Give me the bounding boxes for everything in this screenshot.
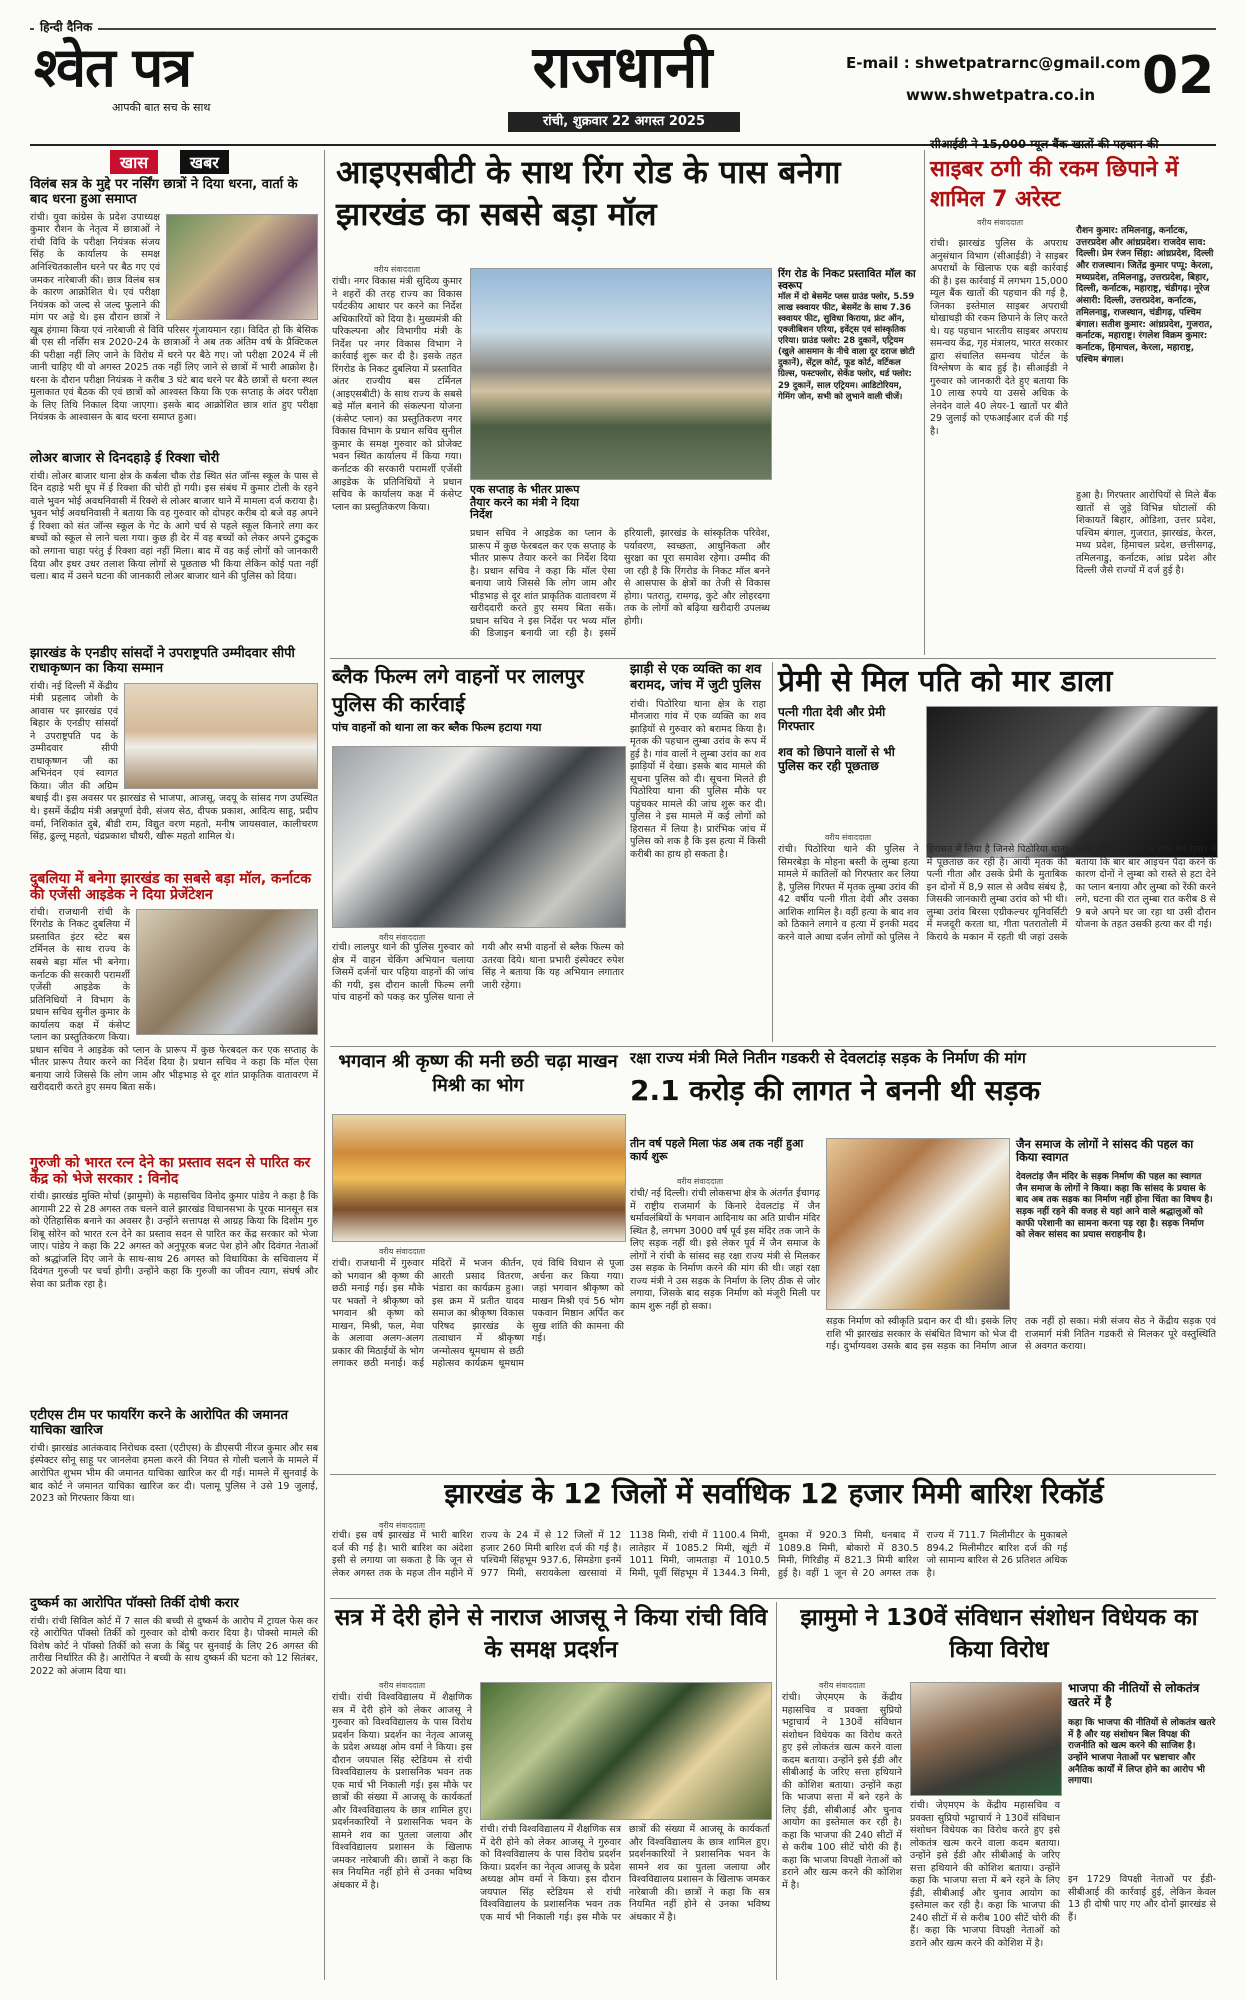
jmm-body: रांची। जेएमएम के केंद्रीय महासचिव व प्रवक्ता सुप्रियो भट्टाचार्य ने 130वें संविधान संशोधन विधेयक का विरोध करते हुए इसे लोकतंत्र खत्म करने वाला कदम बताया। उन्होंने इसे ईडी और सीबीआई के जरिए सत्ता हथियाने की कोशिश बताया। उन्होंने कहा कि भाजपा सत्ता में बने रहने के लिए ईडी, सीबीआई और चुनाव आयोग का इस्तेमाल कर रही है। कहा कि भाजपा की 240 सीटों में से करीब 100 सीटें चोरी की हैं। कहा कि भाजपा विपक्षी नेताओं को डराने और खत्म करने की कोशिश में है।: [782, 1692, 902, 1891]
dateline: रांची, शुक्रवार 22 अगस्त 2025: [508, 112, 740, 132]
masthead-kicker: हिन्दी दैनिक: [34, 18, 98, 35]
black-film-photo: [332, 746, 626, 928]
murder-headline: प्रेमी से मिल पति को मार डाला: [778, 664, 1113, 699]
krishna-headline: भगवान श्री कृष्ण की मनी छठी चढ़ा माखन मिश्री का भोग: [338, 1051, 618, 1097]
body-found-story: [630, 662, 766, 1042]
story-ats-headline: एटीएस टीम पर फायरिंग करने के आरोपित की जमानत याचिका खारिज: [30, 1408, 289, 1438]
rain-body: रांची। इस वर्ष झारखंड में भारी बारिश दर्ज की गई है। भारी बारिश का अंदेशा इसी से लगाया जा सकता है कि जून से लेकर अगस्त तक के महज तीन महीने में राज्य के 24 में से 12 जिलों में 12 हजार 260 मिमी बारिश दर्ज की गई है। पश्चिमी सिंहभूम 937.6, सिमडेगा इनमें 977 मिमी, सरायकेला खरसावां में 1138 मिमी, रांची में 1100.4 मिमी, लातेहार में 1085.2 मिमी, खूंटी में 1011 मिमी, जामताड़ा में 1010.5 मिमी, पूर्वी सिंहभूम में 1344.3 मिमी, दुमका में 920.3 मिमी, धनबाद में 1089.8 मिमी, बोकारो में 830.5 मिमी, गिरिडीह में 821.3 मिमी बारिश हुई है। वहीं 1 जून से 20 अगस्त तक राज्य में 711.7 मिलीमीटर के मुकाबले 894.2 मिलीमीटर बारिश दर्ज की गई जो सामान्य बारिश से 26 प्रतिशत अधिक है।: [332, 1530, 1068, 1579]
ajsu-body-2: रांची। रांची विश्वविद्यालय में शैक्षणिक सत्र में देरी होने को लेकर आजसू ने गुरुवार को विश्वविद्यालय के पास विरोध प्रदर्शन किया। प्रदर्शन का नेतृत्व आजसू के प्रदेश अध्यक्ष ओम वर्मा ने किया। इस दौरान जयपाल सिंह स्टेडियम से रांची विश्वविद्यालय के प्रशासनिक भवन तक एक मार्च भी निकाली गई। इस मौके पर छात्रों की संख्या में आजसू के कार्यकर्ता और विश्वविद्यालय के छात्र शामिल हुए। प्रदर्शनकारियों ने प्रशासनिक भवन के सामने शव का पुतला जलाया और विश्वविद्यालय प्रशासन के खिलाफ जमकर नारेबाजी की। छात्रों ने कहा कि सत्र नियमित नहीं होने से उनका भविष्य अंधकार में है।: [480, 1824, 770, 1923]
cyber-byline: वरीय संवाददाता: [976, 217, 1024, 227]
ajsu-story: [332, 1602, 770, 1980]
black-film-story: [332, 662, 624, 1042]
story-nursing-headline: विलंब सत्र के मुद्दे पर नर्सिंग छात्रों ने दिया धरना, वार्ता के बाद धरना हुआ समाप्त: [30, 177, 298, 207]
cyber-accused-list: रौशन कुमार: तमिलनाडु, कर्नाटक, उत्तरप्रदेश और आंध्रप्रदेश। राजदेव साव: दिल्ली। प्रेम रंजन सिंहा: आंध्रप्रदेश, दिल्ली और राजस्थान। जितेंद्र कुमार पप्पू: केरला, मध्यप्रदेश, तमिलनाडु, उत्तरप्रदेश, बिहार, दिल्ली, कर्नाटक, महाराष्ट्र, चंडीगढ़। नूरेज अंसारी: दिल्ली, उत्तरप्रदेश, कर्नाटक, तमिलनाडु, राजस्थान, चंडीगढ़, पश्चिम बंगाल। सतीश कुमार: आंध्रप्रदेश, गुजरात, कर्नाटक, महाराष्ट्र। रंगलेश विक्रम कुमार: कर्नाटक, हिमाचल, केरला, महाराष्ट्र, पश्चिम बंगाल।: [1076, 226, 1214, 365]
section-title: राजधानी: [532, 33, 713, 101]
black-film-headline: ब्लैक फिल्म लगे वाहनों पर लालपुर पुलिस की कार्रवाई: [332, 664, 585, 716]
road-side-headline: जैन समाज के लोगों ने सांसद की पहल का किया स्वागत: [1016, 1137, 1194, 1165]
lead-story: [332, 150, 920, 655]
rain-byline: वरीय संवाददाता: [378, 1521, 426, 1530]
jmm-body-3: इन 1729 विपक्षी नेताओं पर ईडी-सीबीआई की कार्रवाई हुई, लेकिन केवल 13 ही दोषी पाए गए और दोनों झारखंड से हैं।: [1068, 1874, 1216, 1923]
cyber-headline: साइबर ठगी की रकम छिपाने में शामिल 7 अरेस्ट: [930, 157, 1179, 212]
body-found-headline: झाड़ी से एक व्यक्ति का शव बरामद, जांच में जुटी पुलिस: [630, 662, 762, 694]
murder-byline: वरीय संवाददाता: [824, 833, 872, 842]
khaas-label: खास: [110, 150, 158, 174]
column-divider: [776, 1602, 777, 1980]
lead-byline: वरीय संवाददाता: [373, 265, 421, 274]
cyber-story: [930, 138, 1216, 653]
krishna-byline: वरीय संवाददाता: [378, 1247, 426, 1256]
story-nursing-photo: [166, 214, 318, 320]
ajsu-byline: वरीय संवाददाता: [378, 1681, 426, 1690]
murder-subhead-2: शव को छिपाने वालों से भी पुलिस कर रही पूछताछ: [778, 745, 895, 773]
khabar-label: खबर: [180, 150, 229, 174]
story-nda-photo: [124, 683, 318, 789]
story-nda-body: रांची। नई दिल्ली में केंद्रीय मंत्री प्रहलाद जोशी के आवास पर झारखंड एवं बिहार के एनडीए सांसदों ने उपराष्ट्रपति पद के उम्मीदवार सीपी राधाकृष्णन जी का अभिनंदन एवं स्वागत किया। जीत की अग्रिम बधाई दी। इस अवसर पर झारखंड से भाजपा, आजसू, जदयू के सांसद गण उपस्थित थे। इसमें केंद्रीय मंत्री अन्नपूर्णा देवी, संजय सेठ, दीपक प्रकाश, आदित्य साहू, प्रदीप वर्मा, निशिकांत दुबे, बीडी राम, विद्युत वरण महतो, मनीष जायसवाल, कालीचरण सिंह, ढुल्लू महतो, चंद्रप्रकाश चौधरी, खीरू महतो शामिल थे।: [30, 680, 318, 843]
row-divider: [330, 1598, 1216, 1599]
ajsu-body: रांची। रांची विश्वविद्यालय में शैक्षणिक सत्र में देरी होने को लेकर आजसू ने गुरुवार को विश्वविद्यालय के पास विरोध प्रदर्शन किया। प्रदर्शन का नेतृत्व आजसू के प्रदेश अध्यक्ष ओम वर्मा ने किया। इस दौरान जयपाल सिंह स्टेडियम से रांची विश्वविद्यालय के प्रशासनिक भवन तक एक मार्च भी निकाली गई। इस मौके पर छात्रों की संख्या में आजसू के कार्यकर्ता और विश्वविद्यालय के छात्र शामिल हुए। प्रदर्शनकारियों ने प्रशासनिक भवन के सामने शव का पुतला जलाया और विश्वविद्यालय प्रशासन के खिलाफ जमकर नारेबाजी की। छात्रों ने कहा कि सत्र नियमित नहीं होने से उनका भविष्य अंधकार में है।: [332, 1692, 472, 1891]
column-divider: [324, 150, 325, 1980]
column-divider: [924, 150, 925, 655]
lead-body-2: प्रधान सचिव ने आइडेक का प्लान के प्रारूप में कुछ फेरबदल कर एक सप्ताह के भीतर प्रारूप तैयार करने का निर्देश दिया है। प्रधान सचिव ने कहा कि मॉल ऐसा बनाया जाये जिससे कि लोग जाम और भीड़भाड़ से दूर शांत प्राकृतिक वातावरण में खरीददारी करते हुए समय बिता सकें। प्रधान सचिव ने इस निर्देश पर भव्य मॉल की डिजाइन बनायी जा रही है। इसमें हरियाली, झारखंड के सांस्कृतिक परिवेश, पर्यावरण, स्वच्छता, आधुनिकता और सुरक्षा का पूरा समावेश रहेगा। उम्मीद की जा रही है कि रिंगरोड के निकट मॉल बनने से आसपास के क्षेत्रों का तेजी से विकास होगा। पतरातु, रामगढ़, कुटे और लोहरदगा तक के लोगों को बढ़िया खरीदारी उपलब्ध होगी।: [470, 528, 770, 640]
lead-headline: आइएसबीटी के साथ रिंग रोड के पास बनेगा झारखंड का सबसे बड़ा मॉल: [336, 153, 841, 233]
column-divider: [772, 662, 773, 1042]
jmm-byline: वरीय संवाददाता: [818, 1681, 866, 1690]
krishna-photo: [332, 1114, 626, 1242]
story-pocso-headline: दुष्कर्म का आरोपित पॉक्सो तिर्की दोषी करार: [30, 1595, 239, 1611]
left-column: [30, 150, 318, 1980]
cyber-body-2: हुआ है। गिरफ्तार आरोपियों से मिले बैंक खातों से जुड़े विभिन्न घोटालों की शिकायतें बिहार, ओडिशा, उत्तर प्रदेश, पश्चिम बंगाल, गुजरात, झारखंड, केरल, मध्य प्रदेश, हिमाचल प्रदेश, छत्तीसगढ़, तमिलनाडु, कर्नाटक, आंध्र प्रदेश और दिल्ली जैसे राज्यों में दर्ज हुई है।: [1076, 490, 1216, 577]
murder-subhead-1: पत्नी गीता देवी और प्रेमी गिरफ्तार: [778, 705, 886, 733]
story-guruji-body: रांची। झारखंड मुक्ति मोर्चा (झामुमो) के महासचिव विनोद कुमार पांडेय ने कहा है कि आगामी 22 से 28 अगस्त तक चलने वाले झारखंड विधानसभा के पूरक मानसून सत्र को ऐतिहासिक बनाने का अवसर है। उन्होंने सत्तापक्ष से आग्रह किया कि दिशोम गुरु शिबू सोरेन को भारत रत्न देने का प्रस्ताव सदन से पारित कर केंद्र सरकार को भेजा जाए। पांडेय ने कहा कि 22 अगस्त को अनुपूरक बजट पेश होने और दिवंगत नेताओं को श्रद्धांजलि दिए जाने के साथ-साथ 26 अगस्त को विधायिका के सचिवालय में दिवंगत गुरुजी पर चर्चा होगी। उन्होंने कहा कि गुरुजी का जीवन त्याग, संघर्ष और सेवा का प्रतीक रहा है।: [30, 1191, 318, 1290]
email-label: E-mail : shwetpatrarnc@gmail.com: [846, 54, 1141, 72]
paper-logo: श्वेत पत्र: [34, 35, 192, 99]
lead-mall-render: [470, 268, 772, 480]
road-story: [630, 1050, 1216, 1470]
paper-tagline: आपकी बात सच के साथ: [112, 101, 211, 114]
rain-headline: झारखंड के 12 जिलों में सर्वाधिक 12 हजार मिमी बारिश रिकॉर्ड: [444, 1477, 1104, 1510]
story-mall-body: रांची। राजधानी रांची के रिंगरोड के निकट दुबलिया में प्रस्तावित इंटर स्टेट बस टर्मिनल के साथ राज्य के सबसे बड़ा मॉल भी बनेगा। कर्नाटक की सरकारी परामर्शी एजेंसी आइडेक के प्रतिनिधियों ने विभाग के प्रधान सचिव सुनील कुमार के कार्यालय कक्ष में कंसेप्ट प्लान का प्रस्तुतिकरण किया। प्रधान सचिव ने आइडेक को प्लान के प्रारूप में कुछ फेरबदल कर एक सप्ताह के भीतर प्रारूप तैयार करने का निर्देश दिया है। प्रधान सचिव ने कहा कि मॉल ऐसा बनाया जाये जिससे कि लोग जाम और भीड़भाड़ से दूर शांत प्राकृतिक वातावरण में खरीददारी करते हुए समय बिता सकें।: [30, 906, 318, 1094]
story-gurujI-headline: गुरुजी को भारत रत्न देने का प्रस्ताव सदन से पारित कर केंद्र को भेजे सरकार : विनोद: [30, 1154, 311, 1187]
cyber-body: रांची। झारखंड पुलिस के अपराध अनुसंधान विभाग (सीआईडी) ने साइबर अपराधों के खिलाफ एक बड़ी कार्रवाई की है। इस कार्रवाई में लगभग 15,000 म्यूल बैंक खातों की पहचान की गई है, जिनका इस्तेमाल साइबर अपराधी धोखाधड़ी की रकम छिपाने के लिए करते थे। यह पहचान भारतीय साइबर अपराध समन्वय केंद्र, गृह मंत्रालय, भारत सरकार द्वारा संचालित समन्वय पोर्टल के विश्लेषण के बाद हुई है। सीआईडी ने गुरुवार को जानकारी देते हुए बताया कि 10 लाख रुपये या उससे अधिक के लेनदेन वाले 40 लेयर-1 खातों पर बीते 29 जुलाई को एफआईआर दर्ज की गई है।: [930, 238, 1068, 437]
black-film-body: रांची। लालपुर थाने की पुलिस गुरुवार को क्षेत्र में वाहन चेकिंग अभियान चलाया जिसमें दर्जनों चार पहिया वाहनों की जांच की गयी, इस दौरान काली फिल्म लगी पांच वाहनों को पकड़ कर पुलिस थाना ले गयी और सभी वाहनों से ब्लैक फिल्म को उतरवा दिये। थाना प्रभारी इंस्पेक्टर रुपेश सिंह ने बताया कि यह अभियान लगातार जारी रहेगा।: [332, 942, 624, 1004]
ajsu-headline: सत्र में देरी होने से नाराज आजसू ने किया रांची विवि के समक्ष प्रदर्शन: [334, 1605, 768, 1664]
body-found-body: रांची। पिठोरिया थाना क्षेत्र के राहा मौनजारा गांव में एक व्यक्ति का शव झाड़ियों से गुरुवार को बरामद किया है। मृतक की पहचान लुम्बा उरांव के रूप में हुई है। गांव वालों ने लुम्बा उरांव का शव झाड़ियों में देखा। इसके बाद मामले की सूचना पुलिस को दी। सूचना मिलते ही पिठोरिया थाना की पुलिस मौके पर पहुंचकर मामले की जांच शुरू कर दी। पुलिस ने इस मामले में कई लोगों को हिरासत में लिया है। प्रारंभिक जांच में पुलिस को शक है कि इस हत्या में किसी करीबी का हाथ हो सकता है।: [630, 698, 766, 860]
lead-body: रांची। नगर विकास मंत्री सुदिव्य कुमार ने शहरों की तरह राज्य का विकास पर्यटकीय आधार पर करने का निर्देश अधिकारियों को दिया है। मुख्यमंत्री की परिकल्पना और विभागीय मंत्री के निर्देश पर नगर विकास विभाग ने कार्रवाई शुरू कर दी है। इसके तहत रिंगरोड के निकट दुबलिया में प्रस्तावित अंतर राज्यीय बस टर्मिनल (आइएसबीटी) के साथ राज्य के सबसे बड़े मॉल बनाने की संकल्पना योजना (कंसेप्ट प्लान) का प्रस्तुतिकरण नगर विकास विभाग के प्रधान सचिव सुनील कुमार के समक्ष गुरुवार को प्रोजेक्ट भवन स्थित कार्यालय में किया गया। कर्नाटक की सरकारी परामर्शी एजेंसी आइडेक के प्रतिनिधियों ने प्रधान सचिव के कार्यालय कक्ष में कंसेप्ट प्लान का प्रस्तुतिकरण किया।: [332, 276, 462, 513]
road-body: रांची/ नई दिल्ली। रांची लोकसभा क्षेत्र के अंतर्गत ईचागढ़ में राष्ट्रीय राजमार्ग के किनारे देवलटांड़ में जैन धर्मावलंबियों के भगवान आदिनाथ का अति प्राचीन मंदिर स्थित है, लगभग 3000 वर्ष पूर्व इस मंदिर तक जाने के लिए सड़क नहीं थी। इसे लेकर पूर्व में जैन समाज के लोगों ने रांची के सांसद सह रक्षा राज्य मंत्री से मिलकर उस सड़क के निर्माण करने की मांग की थी। जहां रक्षा राज्य मंत्री ने उस सड़क के निर्माण के लिए ठीक से जोर लगाया, जिसके बाद सड़क निर्माण को मंजूरी मिली पर काम शुरू नहीं हो सका।: [630, 1188, 820, 1312]
krishna-body: रांची। राजधानी में गुरुवार को भगवान श्री कृष्ण की छठी मनाई गई। इस मौके पर भक्तों ने श्रीकृष्ण को भगवान श्री कृष्ण को माखन, मिश्री, फल, मेवा के अलावा अलग-अलग प्रकार की मिठाईयों के भोग लगाकर छठी मनाई। कई मंदिरों में भजन कीर्तन, आरती प्रसाद वितरण, भंडारा का कार्यक्रम हुआ। इस क्रम में प्रतीत यादव समाज का श्रीकृष्ण विकास परिषद झारखंड के तत्वाधान में श्रीकृष्ण जन्मोत्सव धूमधाम से छठी महोत्सव कार्यक्रम धूमधाम एवं विधि विधान से पूजा अर्चना कर किया गया। जहां भगवान श्रीकृष्ण को माखन मिश्री एवं 56 भोग पकवान मिष्ठान अर्पित कर सुख शांति की कामना की गई।: [332, 1258, 624, 1370]
black-film-subhead: पांच वाहनों को थाना ला कर ब्लैक फिल्म हटाया गया: [332, 721, 542, 734]
jmm-spokesperson-photo: [910, 1682, 1062, 1796]
story-nursing-body: रांची। युवा कांग्रेस के प्रदेश उपाध्यक्ष कुमार रौशन के नेतृत्व में छात्राओं ने रांची विवि के परीक्षा नियंत्रक संजय सिंह के कार्यालय के समक्ष अनिश्चितकालीन धरने पर बैठ गए एवं जमकर नारेबाजी की। छात्र विलंब सत्र के कारण आक्रोशित थे। एवं परीक्षा नियंत्रक को जल्द से जल्द फुलाने की मांग पर अड़े थे। इस दौरान छात्रों ने खूब हंगामा किया एवं नारेबाजी से विवि परिसर गूंजायमान रहा। विदित हो कि बेसिक बी एस सी नर्सिंग सत्र 2020-24 के छात्राओं ने अब तक अंतिम वर्ष के प्रैक्टिकल की परीक्षा नहीं लिए जाने के विरोध में धरने पर बैठे गए। जो परीक्षा 2024 में ली जानी चाहिए थी वो अगस्त 2025 तक नहीं लिए जाने से छात्रों में भारी आक्रोश है। धरना के दौरान परीक्षा नियंत्रक ने करीब 3 घंटे बाद धरने पर बैठे छात्रों से धरना स्थल मुलाकात एवं बैठक की एवं छात्रों को आश्वस्त किया कि एक सप्ताह के अंदर परीक्षा के लिए तिथि निकाल दिया जाएगा। इसके बाद आक्रोशित छात्र शांत हुए परीक्षा नियंत्रक के आश्वासन के बाद धरना समाप्त हुआ।: [30, 211, 318, 424]
story-mall-headline: दुबलिया में बनेगा झारखंड का सबसे बड़ा मॉल, कर्नाटक की एजेंसी आइडेक ने दिया प्रेजेंटेशन: [30, 870, 311, 903]
jmm-headline: झामुमो ने 130वें संविधान संशोधन विधेयक का किया विरोध: [800, 1605, 1198, 1664]
row-divider: [330, 658, 1216, 659]
masthead: [0, 0, 1246, 150]
masthead-top-rule: [30, 28, 1216, 30]
website-label: www.shwetpatra.co.in: [906, 86, 1096, 104]
road-subhead: तीन वर्ष पहले मिला फंड अब तक नहीं हुआ कार्य शुरू: [630, 1137, 804, 1163]
ajsu-protest-photo: [480, 1682, 772, 1820]
story-nda-headline: झारखंड के एनडीए सांसदों ने उपराष्ट्रपति उम्मीदवार सीपी राधाकृष्णन का किया सम्मान: [30, 645, 295, 676]
road-byline: वरीय संवाददाता: [676, 1177, 724, 1186]
row-divider: [330, 1474, 1216, 1475]
krishna-story: [332, 1050, 624, 1470]
black-film-byline: वरीय संवाददाता: [378, 933, 426, 942]
handcuffs-photo: [926, 706, 1218, 858]
lead-info-box: [778, 268, 920, 652]
murder-body: रांची। पिठोरिया थाने की पुलिस ने सिमरबेड़ा के मोहना बस्ती के लुम्बा हत्या मामले में कातिलों को गिरफ्तार कर लिया है, पुलिस गिरफ्त में मृतक लुम्बा उरांव की 42 वर्षीय पत्नी गीता देवी और उसका आशिक शामिल है। वहीं हत्या के बाद शव को ठिकाने लगाने व हत्या में इनकी मदद करने वाले आधा दर्जन लोगों को पुलिस ने हिरासत में लिया है जिनसे पिठोरिया थाना में पूछताछ कर रही है। आयी मृतक की पत्नी गीता और उसके प्रेमी के मुताबिक इन दोनों में 8,9 साल से अवैध संबंध है, जिसकी जानकारी लुम्बा उरांव को भी थी। लुम्बा उरांव बिरसा एग्रीकल्चर यूनिवर्सिटी में मजदूरी करता था, गीता पतरातोली में किराये के मकान में रहती थी जहां उसके अवैध संबंध आरोपी के साथ बन गया। ने बताया कि बार बार आइचन पैदा करने के कारण दोनों ने लुम्बा को रास्ते से हटा देने का प्लान बनाया और लुम्बा को रेंकी करने लगे, घटना की रात लुम्बा रात करीब 8 से 9 बजे अपने घर जा रहा था उसी दौरान योजना के तहत उसकी हत्या कर दी गई।: [778, 844, 1216, 943]
story-erickshaw-headline: लोअर बाजार से दिनदहाड़े ई रिक्शा चोरी: [30, 450, 220, 466]
lead-box-headline: रिंग रोड के निकट प्रस्तावित मॉल का स्वरूप: [778, 268, 916, 293]
row-divider: [330, 1046, 1216, 1047]
road-body-2: सड़क निर्माण को स्वीकृति प्रदान कर दी थी। इसके लिए राशि भी झारखंड सरकार के संबंधित विभाग को भेज दी गई। दुर्भाग्यवश उसके बाद इस सड़क का निर्माण आज तक नहीं हो सका। मंत्री संजय सेठ ने केंद्रीय सड़क एवं राजमार्ग मंत्री नितिन गडकरी से मिलकर पूरे वस्तुस्थिति से अवगत कराया।: [826, 1316, 1216, 1353]
jmm-story: [782, 1602, 1216, 1980]
lead-box-body: मॉल में दो बेसमेंट प्लस ग्राउंड फ्लोर, 5.59 लाख स्क्वायर फीट, बेसमेंट के साथ 7.36 स्क्वायर फीट, सुविधा किराया, फ्रंट ऑन, एक्जीबिशन एरिया, इवेंट्स एवं सांस्कृतिक एरिया। ग्राउंड फ्लोर: 28 दुकानें, एट्रियम (खुले आसमान के नीचे वाला दूर दराज छोटी दुकानें), सेंट्रल कोर्ट, फूड कोर्ट, वर्टिकल ग्रिल्स, फस्टफ्लोर, सेकेंड फ्लोर, थर्ड फ्लोर: 29 दुकानें, साल एट्रियम। आडिटोरियम, गेमिंग जोन, सभी को लुभाने वाली चीजें।: [778, 292, 915, 402]
jmm-side-headline: भाजपा की नीतियों से लोकतंत्र खतरे में है: [1068, 1681, 1200, 1709]
story-pocso-body: रांची। रांची सिविल कोर्ट में 7 साल की बच्ची से दुष्कर्म के आरोप में ट्रायल फेस कर रहे आरोपित पॉक्सो तिर्की को गुरुवार को दोषी करार दिया है। पोक्सो मामले की विशेष कोर्ट ने पॉक्सो तिर्की को सजा के बिंदु पर सुनवाई के लिए 26 अगस्त की तारीख निर्धारित की है। आरोपित ने बच्ची के साथ दुष्कर्म की घटना को 12 सितंबर, 2022 को अंजाम दिया था।: [30, 1615, 318, 1677]
story-ats-body: रांची। झारखंड आतंकवाद निरोधक दस्ता (एटीएस) के डीएसपी नीरज कुमार और सब इंस्पेक्टर सोनू साहू पर जानलेवा हमला करने की नियत से गोली चलाने के मामले में आरोपित शुभम भीम की जमानत याचिका खारिज कर दी गई। मामले में सुनवाई के बाद कोर्ट ने जमानत याचिका खारिज कर दी। पलामू पुलिस ने उसे 19 जुलाई, 2023 को गिरफ्तार किया था।: [30, 1442, 318, 1505]
road-side-body: देवलटांड़ जैन मंदिर के सड़क निर्माण की पहल का स्वागत जैन समाज के लोगों ने किया। कहा कि सांसद के प्रयास के बाद अब तक सड़क का निर्माण नहीं होना चिंता का विषय है। सड़क नहीं रहने की वजह से यहां आने वाले श्रद्धालुओं को काफी परेशानी का सामना करना पड़ रहा है। सड़क निर्माण को लेकर सांसद का प्रयास सराहनीय है।: [1016, 1172, 1213, 1241]
cyber-kicker: सीआईडी ने 15,000 म्यूल बैंक खातों की पहचान की: [930, 137, 1159, 151]
road-photo: [826, 1138, 1010, 1310]
murder-story: [778, 662, 1216, 1042]
story-erickshaw-body: रांची। लोअर बाजार थाना क्षेत्र के कर्बला चौक रोड स्थित संत जॉन्स स्कूल के पास से दिन दहाड़े भरी धूप में ई रिक्शा की चोरी हो गयी। इस संबंध में कुमार टोली के रहने वाले भुवन भोई अवधनिवासी में रिक्शे से लोअर बाजार थाने में मामला दर्ज कराया है। भुवन भोई अवधनिवासी ने बताया कि वह गुरुवार को दोपहर करीब दो बजे वह अपने ई रिक्शा को संत जॉन्स स्कूल के गेट के आगे चर्च से पहले स्कूल किनारे लगा कर बच्चों को स्कूल से लाने चला गया। कुछ ही देर में वह बच्चों को लेकर अपने टुकटुक को लगाना चाहा परंतु ई रिक्शा वहां नहीं मिला। बाद में वह कई लोगों को जानकारी दिया और इधर उधर तलाश किया लोगों से पूछताछ भी किया लेकिन कोई पता नहीं चला। बाद में उसने घटना की जानकारी लोअर बाजार थाने की पुलिस को दिया।: [30, 470, 318, 583]
jmm-side-body: कहा कि भाजपा की नीतियों से लोकतंत्र खतरे में है और यह संशोधन बिल विपक्ष की राजनीति को खत्म करने की साजिश है। उन्होंने भाजपा नेताओं पर भ्रष्टाचार और अनैतिक कार्यों में लिप्त होने का आरोप भी लगाया।: [1068, 1718, 1216, 1787]
jmm-body-2: रांची। जेएमएम के केंद्रीय महासचिव व प्रवक्ता सुप्रियो भट्टाचार्य ने 130वें संविधान संशोधन विधेयक का विरोध करते हुए इसे लोकतंत्र खत्म करने वाला कदम बताया। उन्होंने इसे ईडी और सीबीआई के जरिए सत्ता हथियाने की कोशिश बताया। उन्होंने कहा कि भाजपा सत्ता में बने रहने के लिए ईडी, सीबीआई और चुनाव आयोग का इस्तेमाल कर रही है। कहा कि भाजपा की 240 सीटों में से करीब 100 सीटें चोरी की हैं। कहा कि भाजपा विपक्षी नेताओं को डराने और खत्म करने की कोशिश में है।: [910, 1800, 1060, 1949]
story-mall-photo: [136, 909, 318, 1035]
rain-story: [332, 1478, 1216, 1596]
page-number: 02: [1142, 46, 1215, 106]
road-headline: 2.1 करोड़ की लागत ने बननी थी सड़क: [630, 1074, 1041, 1108]
road-kicker: रक्षा राज्य मंत्री मिले नितीन गडकरी से देवलटांड़ सड़क के निर्माण की मांग: [630, 1049, 1026, 1067]
lead-photo-caption: एक सप्ताह के भीतर प्रारूप तैयार करने का मंत्री ने दिया निर्देश: [470, 483, 580, 522]
